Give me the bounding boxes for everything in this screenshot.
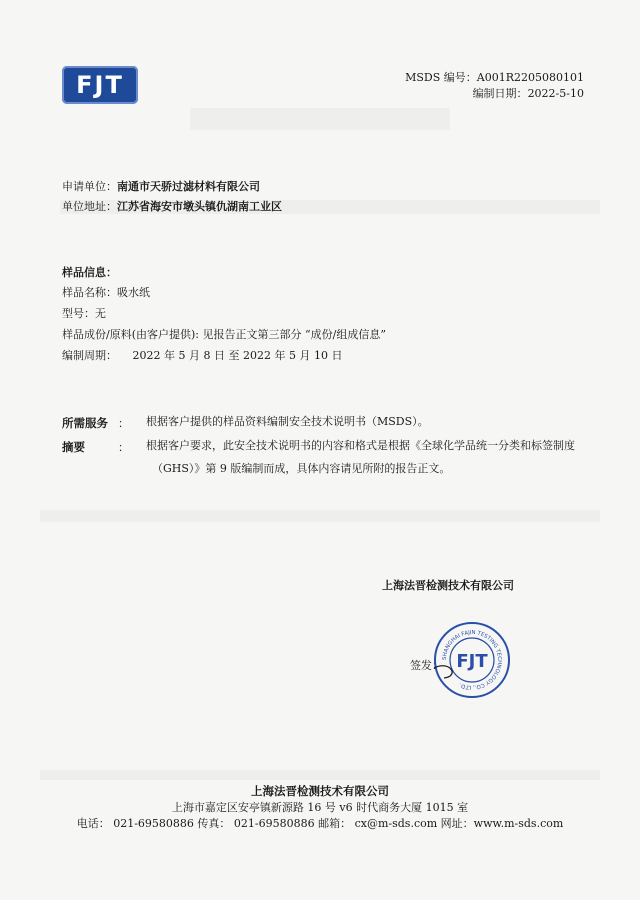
show-through-shadow	[40, 510, 600, 522]
summary-text	[146, 434, 586, 480]
msds-number-label: MSDS 编号：	[405, 71, 477, 84]
required-service-label: 所需服务	[62, 416, 108, 430]
sample-composition-row	[62, 326, 386, 342]
colon: ：	[118, 417, 129, 430]
show-through-shadow	[190, 108, 450, 130]
summary-label: 摘要	[62, 440, 85, 454]
seal-center-text: FJT	[456, 651, 488, 672]
sample-model-label: 型号：	[62, 307, 95, 320]
sample-name-value: 吸水纸	[117, 286, 150, 299]
applicant-unit-value: 南通市天骄过滤材料有限公司	[117, 180, 260, 193]
applicant-address-row	[62, 198, 282, 214]
show-through-shadow	[40, 770, 600, 780]
company-seal	[432, 620, 512, 700]
compile-date-value: 2022-5-10	[527, 87, 584, 100]
sample-name-row	[62, 284, 150, 300]
sample-model-value: 无	[95, 307, 106, 320]
summary-line-1: 根据客户要求，此安全技术说明书的内容和格式是根据《全球化学品统一分类和标签制度	[146, 439, 575, 452]
issue-label: 签发：	[410, 659, 443, 672]
applicant-unit-row	[62, 178, 260, 194]
compile-period-label: 编制周期：	[62, 349, 117, 362]
sample-composition-value: 见报告正文第三部分 “成份/组成信息”	[202, 328, 386, 341]
footer-address: 上海市嘉定区安亭镇新源路 16 号 v6 时代商务大厦 1015 室	[171, 801, 469, 814]
summary-line-2: （GHS）》第 9 版编制而成，具体内容请见所附的报告正文。	[152, 462, 451, 475]
applicant-unit-label: 申请单位：	[62, 180, 117, 193]
sample-model-row	[62, 305, 106, 321]
sample-composition-label: 样品成份/原料(由客户提供):	[62, 328, 199, 341]
signing-company: 上海法晋检测技术有限公司	[382, 579, 514, 592]
document-meta	[405, 70, 584, 102]
applicant-address-value: 江苏省海安市墩头镇仇湖南工业区	[117, 200, 282, 213]
footer-company: 上海法晋检测技术有限公司	[251, 784, 389, 798]
applicant-address-label: 单位地址：	[62, 200, 117, 213]
compile-period-value: 2022 年 5 月 8 日 至 2022 年 5 月 10 日	[132, 349, 343, 362]
msds-number	[405, 70, 584, 86]
footer-contact: 电话： 021-69580886 传真： 021-69580886 邮箱： cx@m-sds.com 网址：www.m-sds.com	[76, 817, 564, 830]
colon: ：	[118, 441, 129, 454]
msds-number-value: A001R2205080101	[476, 71, 584, 84]
compile-date-label: 编制日期：	[472, 87, 528, 100]
sample-section-title: 样品信息：	[62, 266, 117, 279]
seal-ring-text: SHANGHAI FAJIN TESTING TECHNOLOGY CO., LTD.	[441, 629, 503, 691]
compile-period-row	[62, 347, 342, 363]
compile-date	[405, 86, 584, 102]
sample-name-label: 样品名称：	[62, 286, 117, 299]
required-service-text: 根据客户提供的样品资料编制安全技术说明书（MSDS）。	[146, 415, 429, 428]
company-logo: FJT	[62, 66, 138, 104]
